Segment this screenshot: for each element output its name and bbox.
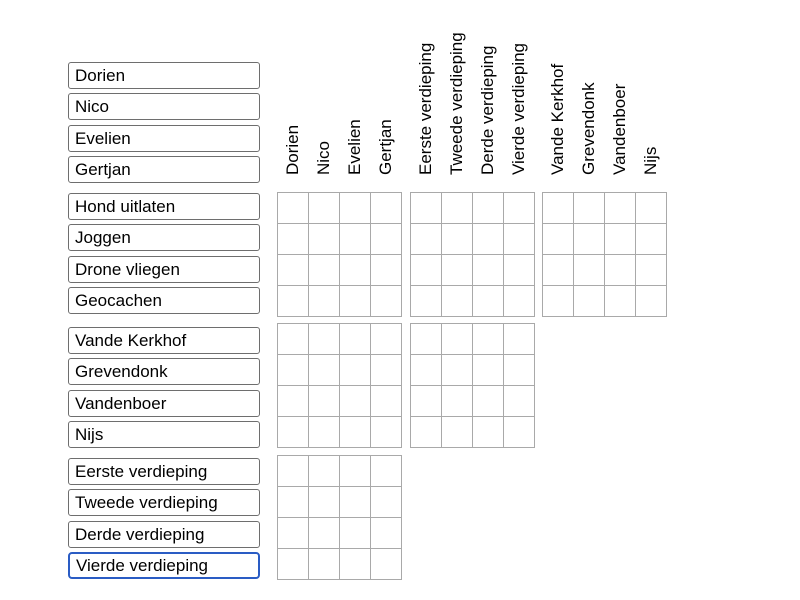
grid-cell[interactable] — [371, 417, 402, 448]
grid-cell[interactable] — [278, 324, 309, 355]
label-box[interactable]: Tweede verdieping — [68, 489, 260, 516]
column-header: Gertjan — [376, 119, 395, 175]
grid-cell[interactable] — [504, 355, 535, 386]
grid-cell[interactable] — [278, 386, 309, 417]
column-header-group-names — [277, 0, 402, 175]
grid-cell[interactable] — [473, 324, 504, 355]
column-header: Tweede verdieping — [447, 32, 466, 175]
grid-cell[interactable] — [309, 518, 340, 549]
grid-cell[interactable] — [309, 417, 340, 448]
label-box[interactable]: Joggen — [68, 224, 260, 251]
grid-cell[interactable] — [278, 224, 309, 255]
grid-cell[interactable] — [340, 193, 371, 224]
column-header: Vandenboer — [610, 83, 629, 175]
grid-cell[interactable] — [278, 417, 309, 448]
column-header: Eerste verdieping — [416, 42, 435, 175]
grid-cell[interactable] — [442, 355, 473, 386]
grid-cell[interactable] — [340, 324, 371, 355]
grid-cell[interactable] — [278, 193, 309, 224]
label-box[interactable]: Dorien — [68, 62, 260, 89]
grid-cell[interactable] — [473, 417, 504, 448]
grid-cell[interactable] — [473, 386, 504, 417]
grid-cell[interactable] — [473, 255, 504, 286]
grid-cell[interactable] — [278, 355, 309, 386]
label-box[interactable]: Hond uitlaten — [68, 193, 260, 220]
grid-cell[interactable] — [636, 193, 667, 224]
label-box[interactable]: Grevendonk — [68, 358, 260, 385]
grid-cell[interactable] — [309, 456, 340, 487]
grid-cell[interactable] — [636, 286, 667, 317]
grid-cell[interactable] — [309, 193, 340, 224]
grid-block-floors-names — [277, 455, 402, 580]
grid-cell[interactable] — [442, 255, 473, 286]
grid-cell[interactable] — [504, 386, 535, 417]
grid-cell[interactable] — [278, 255, 309, 286]
label-box[interactable]: Geocachen — [68, 287, 260, 314]
grid-cell[interactable] — [340, 224, 371, 255]
grid-cell[interactable] — [574, 255, 605, 286]
grid-cell[interactable] — [278, 286, 309, 317]
column-header: Vande Kerkhof — [548, 63, 567, 175]
grid-cell[interactable] — [543, 255, 574, 286]
row-group-activities — [68, 193, 260, 314]
grid-cell[interactable] — [411, 417, 442, 448]
grid-cell[interactable] — [278, 456, 309, 487]
grid-cell[interactable] — [340, 255, 371, 286]
grid-cell[interactable] — [309, 549, 340, 580]
grid-cell[interactable] — [371, 487, 402, 518]
grid-cell[interactable] — [309, 487, 340, 518]
row-group-names — [68, 62, 260, 183]
grid-cell[interactable] — [309, 324, 340, 355]
label-box[interactable]: Drone vliegen — [68, 256, 260, 283]
label-box[interactable]: Nijs — [68, 421, 260, 448]
grid-cell[interactable] — [543, 286, 574, 317]
grid-block-surnames-floors — [410, 323, 535, 448]
grid-cell[interactable] — [442, 224, 473, 255]
grid-cell[interactable] — [371, 355, 402, 386]
grid-cell[interactable] — [340, 518, 371, 549]
grid-cell[interactable] — [371, 518, 402, 549]
grid-cell[interactable] — [309, 224, 340, 255]
grid-cell[interactable] — [442, 286, 473, 317]
grid-cell[interactable] — [411, 386, 442, 417]
grid-block-surnames-names — [277, 323, 402, 448]
label-box[interactable]: Gertjan — [68, 156, 260, 183]
grid-cell[interactable] — [371, 456, 402, 487]
grid-block-activities-surnames — [542, 192, 667, 317]
grid-cell[interactable] — [605, 224, 636, 255]
grid-cell[interactable] — [504, 324, 535, 355]
grid-cell[interactable] — [636, 224, 667, 255]
grid-cell[interactable] — [574, 286, 605, 317]
grid-cell[interactable] — [411, 255, 442, 286]
grid-cell[interactable] — [371, 549, 402, 580]
grid-cell[interactable] — [371, 324, 402, 355]
grid-cell[interactable] — [309, 355, 340, 386]
grid-cell[interactable] — [605, 255, 636, 286]
grid-cell[interactable] — [473, 355, 504, 386]
label-box[interactable]: Vandenboer — [68, 390, 260, 417]
grid-cell[interactable] — [309, 386, 340, 417]
grid-cell[interactable] — [473, 193, 504, 224]
grid-cell[interactable] — [371, 255, 402, 286]
grid-cell[interactable] — [340, 286, 371, 317]
grid-cell[interactable] — [442, 417, 473, 448]
column-header: Derde verdieping — [478, 45, 497, 175]
label-box[interactable]: Vande Kerkhof — [68, 327, 260, 354]
column-header-group-floors — [410, 0, 535, 175]
grid-block-activities-floors — [410, 192, 535, 317]
grid-cell[interactable] — [605, 286, 636, 317]
row-group-surnames — [68, 327, 260, 448]
grid-cell[interactable] — [309, 255, 340, 286]
grid-cell[interactable] — [371, 224, 402, 255]
grid-cell[interactable] — [473, 286, 504, 317]
grid-cell[interactable] — [411, 355, 442, 386]
grid-cell[interactable] — [504, 255, 535, 286]
column-header: Nico — [314, 140, 333, 175]
grid-cell[interactable] — [442, 193, 473, 224]
grid-cell[interactable] — [278, 518, 309, 549]
grid-cell[interactable] — [371, 193, 402, 224]
grid-cell[interactable] — [340, 386, 371, 417]
grid-cell[interactable] — [442, 324, 473, 355]
grid-cell[interactable] — [411, 324, 442, 355]
grid-cell[interactable] — [340, 549, 371, 580]
column-header: Vierde verdieping — [509, 43, 528, 175]
grid-cell[interactable] — [473, 224, 504, 255]
grid-cell[interactable] — [605, 193, 636, 224]
label-box[interactable]: Derde verdieping — [68, 521, 260, 548]
grid-cell[interactable] — [371, 386, 402, 417]
grid-cell[interactable] — [411, 224, 442, 255]
grid-cell[interactable] — [309, 286, 340, 317]
grid-cell[interactable] — [504, 417, 535, 448]
grid-cell[interactable] — [340, 355, 371, 386]
label-box[interactable]: Eerste verdieping — [68, 458, 260, 485]
grid-cell[interactable] — [411, 286, 442, 317]
grid-cell[interactable] — [278, 487, 309, 518]
grid-cell[interactable] — [543, 224, 574, 255]
grid-cell[interactable] — [636, 255, 667, 286]
grid-cell[interactable] — [543, 193, 574, 224]
column-header-group-surnames — [542, 0, 667, 175]
grid-cell[interactable] — [340, 456, 371, 487]
grid-block-activities-names — [277, 192, 402, 317]
label-box[interactable]: Nico — [68, 93, 260, 120]
grid-cell[interactable] — [574, 224, 605, 255]
grid-cell[interactable] — [340, 487, 371, 518]
grid-cell[interactable] — [278, 549, 309, 580]
grid-cell[interactable] — [574, 193, 605, 224]
label-box-focused[interactable]: Vierde verdieping — [68, 552, 260, 579]
grid-cell[interactable] — [340, 417, 371, 448]
grid-cell[interactable] — [504, 193, 535, 224]
column-header: Dorien — [283, 124, 302, 175]
grid-cell[interactable] — [371, 286, 402, 317]
grid-cell[interactable] — [504, 286, 535, 317]
row-group-floors — [68, 458, 260, 579]
label-box[interactable]: Evelien — [68, 125, 260, 152]
column-header: Grevendonk — [579, 82, 598, 175]
grid-cell[interactable] — [504, 224, 535, 255]
grid-cell[interactable] — [442, 386, 473, 417]
column-header: Nijs — [641, 146, 660, 175]
column-header: Evelien — [345, 119, 364, 175]
grid-cell[interactable] — [411, 193, 442, 224]
